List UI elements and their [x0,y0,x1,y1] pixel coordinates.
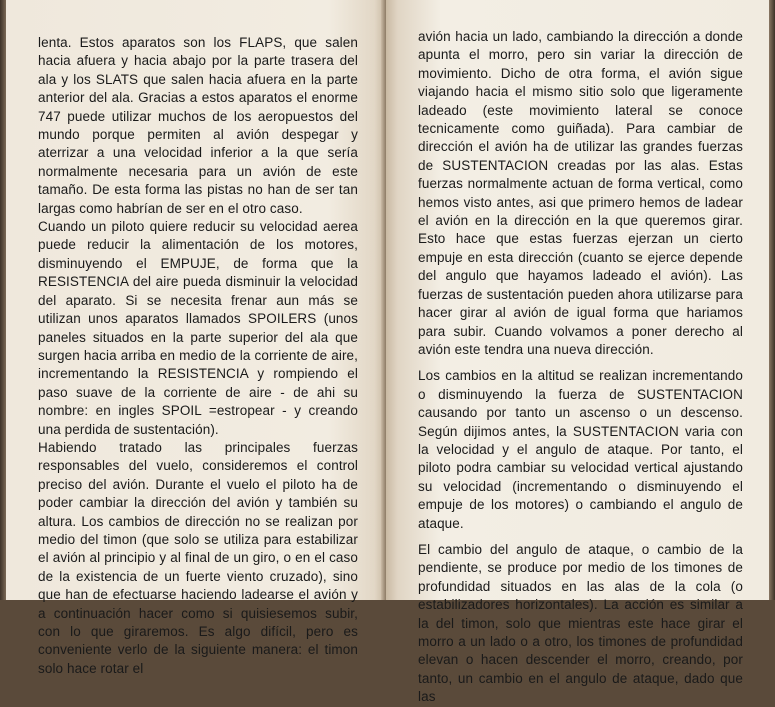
right-page [386,0,775,705]
left-paragraph-2: Cuando un piloto quiere reducir su velocidad aerea puede reducir la alimentación de los motores, disminuyendo el EMPUJE, de forma que la RESISTENCIA del aire pueda disminuir la velocidad del aparato. Si se necesita frenar aun más se utilizan unos aparatos llamados SPOILERS (unos paneles situados en la parte superior del ala que surgen hacia arriba en medio de la corriente de aire, incrementando la RESISTENCIA y rompiendo el paso suave de la corriente de aire - de ahi su nombre: en ingles SPOIL =estropear - y creando una perdida de sustentación). [38,219,358,437]
right-paragraph-1: avión hacia un lado, cambiando la dirección a donde apunta el morro, pero sin variar la dirección de movimiento. Dicho de otra forma, el avión sigue viajando hacia el mismo sitio solo que ligeramente ladeado (este movimiento lateral se conoce tecnicamente como guiñada). Para cambiar de dirección el avión ha de utilizar las grandes fuerzas de SUSTENTACION creadas por las alas. Estas fuerzas normalmente actuan de forma vertical, como hemos visto antes, asi que primero hemos de ladear el avión en la dirección en la que queremos girar. Esto hace que estas fuerzas ejerzan un cierto empuje en esta dirección (cuanto se ejerce depende del angulo que hayamos ladeado el avión). Las fuerzas de sustentación pueden ahora utilizarse para hacer girar al avión de igual forma que hariamos para subir. Cuando volvamos a poner derecho al avión este tendra una nueva dirección. [418,29,743,357]
right-paragraph-3: El cambio del angulo de ataque, o cambio de la pendiente, se produce por medio de los timones de profundidad situados en las alas de la cola (o estabilizadores horizontales). La acción es similar a la del timon, solo que mientras este hace girar el morro a un lado o a otro, los timones de profundidad elevan o hacen descender el morro, creando, por tanto, un cambio en el angulo de ataque, dado que las [418,541,743,705]
right-page-edge [769,0,775,600]
left-paragraph-3: Habiendo tratado las principales fuerzas responsables del vuelo, consideremos el control preciso del avión. Durante el vuelo el piloto ha de poder cambiar la dirección del avión y también su altura. Los cambios de dirección no se realizan por medio del timon (que solo se utiliza para estabilizar el avión al principio y al final de un giro, o en el caso de la existencia de un fuerte viento cruzado), sino que han de efectuarse haciendo ladearse el avión y a continuación hacer como si quisiesemos subir, con lo que giraremos. Es algo difícil, pero es conveniente verlo de la siguiente manera: el timon solo hace rotar el [38,439,358,676]
right-paragraph-2: Los cambios en la altitud se realizan incrementando o disminuyendo la fuerza de SUSTENTACION causando por tanto un ascenso o un descenso. Según dijimos antes, la SUSTENTACION varia con la velocidad y el angulo de ataque. Por tanto, el piloto podra cambiar su velocidad vertical ajustando su velocidad (incrementando o disminuyendo el empuje de los motores) o cambiando el angulo de ataque. [418,368,743,531]
left-page [0,0,386,676]
left-paragraph-1: lenta. Estos aparatos son los FLAPS, que salen hacia afuera y hacia abajo por la parte trasera del ala y los SLATS que salen hacia afuera en la parte anterior del ala. Gracias a estos aparatos el enorme 747 puede utilizar muchos de los aeropuestos del mundo porque permiten al avión despegar y aterrizar a una velocidad inferior a la que sería normalmente necesaria para un avión de este tamaño. De esta forma las pistas no han de ser tan largas como habrían de ser en el otro caso. [38,35,358,216]
left-page-edge [0,0,6,600]
